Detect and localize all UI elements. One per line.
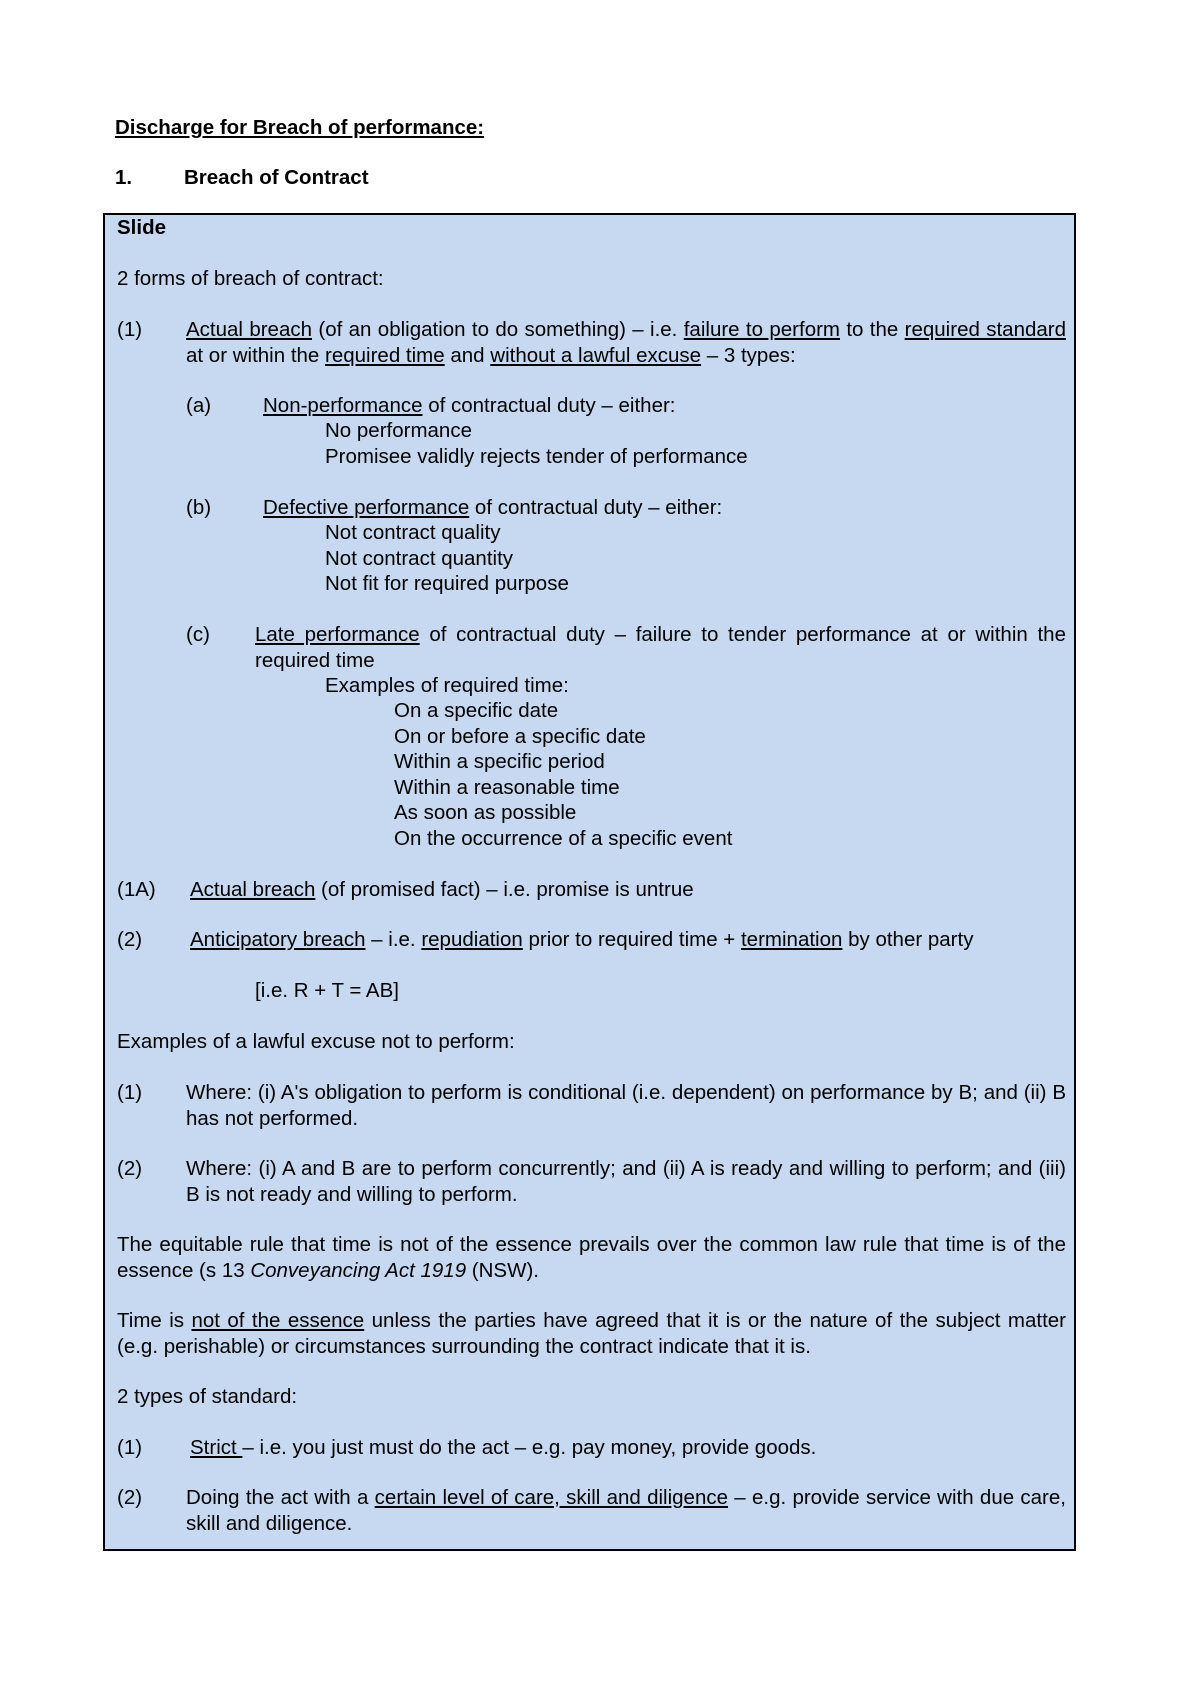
item1-text-part: at or within the [186, 343, 326, 367]
sub-item-b-text [263, 495, 722, 521]
term-care-skill-diligence: certain level of care, skill and diligence [374, 1486, 729, 1509]
excuse-intro: Examples of a lawful excuse not to perform: [117, 1030, 515, 1053]
section-heading [115, 166, 369, 190]
sub-item-c-rest: of contractual duty – failure to tender performance at or within the required time [255, 623, 1066, 672]
item-number: (2) [117, 1486, 143, 1509]
standard-2-text-part: Doing the act with a [186, 1486, 375, 1509]
equitable-rule-paragraph [117, 1232, 1066, 1283]
term-actual-breach: Actual breach [186, 318, 313, 341]
sub-item-label: (c) [186, 623, 210, 646]
term-not-of-the-essence: not of the essence [191, 1309, 365, 1332]
essence-text-part: Time is [117, 1309, 192, 1332]
item-number: (1) [117, 1081, 143, 1104]
item-number: (2) [117, 928, 143, 951]
sub-item-label: (a) [186, 394, 212, 417]
essence-text-part: unless the parties have agreed that it is or the nature of the subject matter (e.g. perishable) or circumstances surrounding the contract indicate that it is. [117, 1309, 1066, 1358]
slide-heading: Slide [117, 216, 166, 239]
item-number: (1) [117, 1436, 143, 1459]
sub-point: Not fit for required purpose [325, 572, 569, 595]
standard-2-text-part: – e.g. provide service with due care, skill and diligence. [186, 1486, 1066, 1535]
example-item: On or before a specific date [394, 725, 646, 748]
term-defective-performance: Defective performance [263, 496, 470, 519]
term-strict: Strict [190, 1436, 243, 1459]
sub-point: No performance [325, 419, 472, 442]
item-number: (2) [117, 1157, 143, 1180]
item-number: (1A) [117, 878, 156, 901]
standard-1-rest: – i.e. you just must do the act – e.g. pay money, provide goods. [242, 1436, 817, 1459]
term-termination: termination [740, 928, 843, 951]
item2-text-part: by other party [842, 928, 974, 951]
excuse-1-text: Where: (i) A's obligation to perform is conditional (i.e. dependent) on performance by B; and (ii) B has not performed. [186, 1081, 1066, 1130]
term-repudiation: repudiation [421, 928, 523, 951]
excuse-2-text: Where: (i) A and B are to perform concurrently; and (ii) A is ready and willing to perform; and (iii) B is not ready and willing to perform. [186, 1157, 1066, 1206]
examples-label: Examples of required time: [325, 674, 569, 697]
example-item: On a specific date [394, 699, 559, 722]
document-title: Discharge for Breach of performance: [115, 116, 485, 139]
term-required-standard: required standard [904, 318, 1066, 341]
sub-point: Promisee validly rejects tender of performance [325, 445, 748, 468]
example-item: As soon as possible [394, 801, 577, 824]
equity-text-part: (NSW). [466, 1258, 539, 1282]
slide-box [103, 213, 1076, 1551]
standard-intro: 2 types of standard: [117, 1385, 298, 1408]
formula: [i.e. R + T = AB] [255, 979, 399, 1002]
sub-point: Not contract quality [325, 521, 501, 544]
term-anticipatory-breach: Anticipatory breach [190, 928, 366, 951]
term-actual-breach-fact: Actual breach [190, 878, 316, 901]
term-required-time: required time [325, 343, 445, 367]
term-failure-to-perform: failure to perform [683, 318, 840, 341]
term-non-performance: Non-performance [263, 394, 423, 417]
term-without-lawful-excuse: without a lawful excuse [490, 343, 702, 367]
sub-item-label: (b) [186, 496, 212, 519]
act-title: Conveyancing Act 1919 [250, 1258, 467, 1282]
time-essence-paragraph [117, 1308, 1066, 1359]
equity-text-part: The equitable rule that time is not of the essence prevails over the common law rule that time is of the essence (s 13 [117, 1233, 1066, 1282]
item1-text-part: – 3 types: [701, 343, 796, 367]
item-number: (1) [117, 318, 143, 341]
sub-item-b-rest: of contractual duty – either: [469, 496, 723, 519]
example-item: On the occurrence of a specific event [394, 827, 733, 850]
item2-text-part: – i.e. [365, 928, 422, 951]
item1-text-part: to the [840, 318, 905, 341]
sub-item-a-rest: of contractual duty – either: [422, 394, 676, 417]
item1-text [186, 317, 1066, 368]
item2-text-part: prior to required time + [522, 928, 741, 951]
item2-text [190, 927, 973, 953]
standard-1-text [190, 1435, 816, 1461]
section-label: Breach of Contract [184, 166, 369, 189]
example-item: Within a reasonable time [394, 776, 620, 799]
standard-2-text [186, 1485, 1066, 1536]
sub-point: Not contract quantity [325, 547, 514, 570]
section-number: 1. [115, 166, 133, 189]
term-late-performance: Late performance [255, 623, 420, 646]
sub-item-c-text [255, 622, 1066, 673]
item1a-rest: (of promised fact) – i.e. promise is untrue [315, 878, 694, 901]
item1-text-part: (of an obligation to do something) – i.e. [312, 318, 684, 341]
sub-item-a-text [263, 393, 676, 419]
example-item: Within a specific period [394, 750, 605, 773]
item1a-text [190, 877, 694, 903]
intro-text: 2 forms of breach of contract: [117, 267, 384, 290]
item1-text-part: and [444, 343, 491, 367]
